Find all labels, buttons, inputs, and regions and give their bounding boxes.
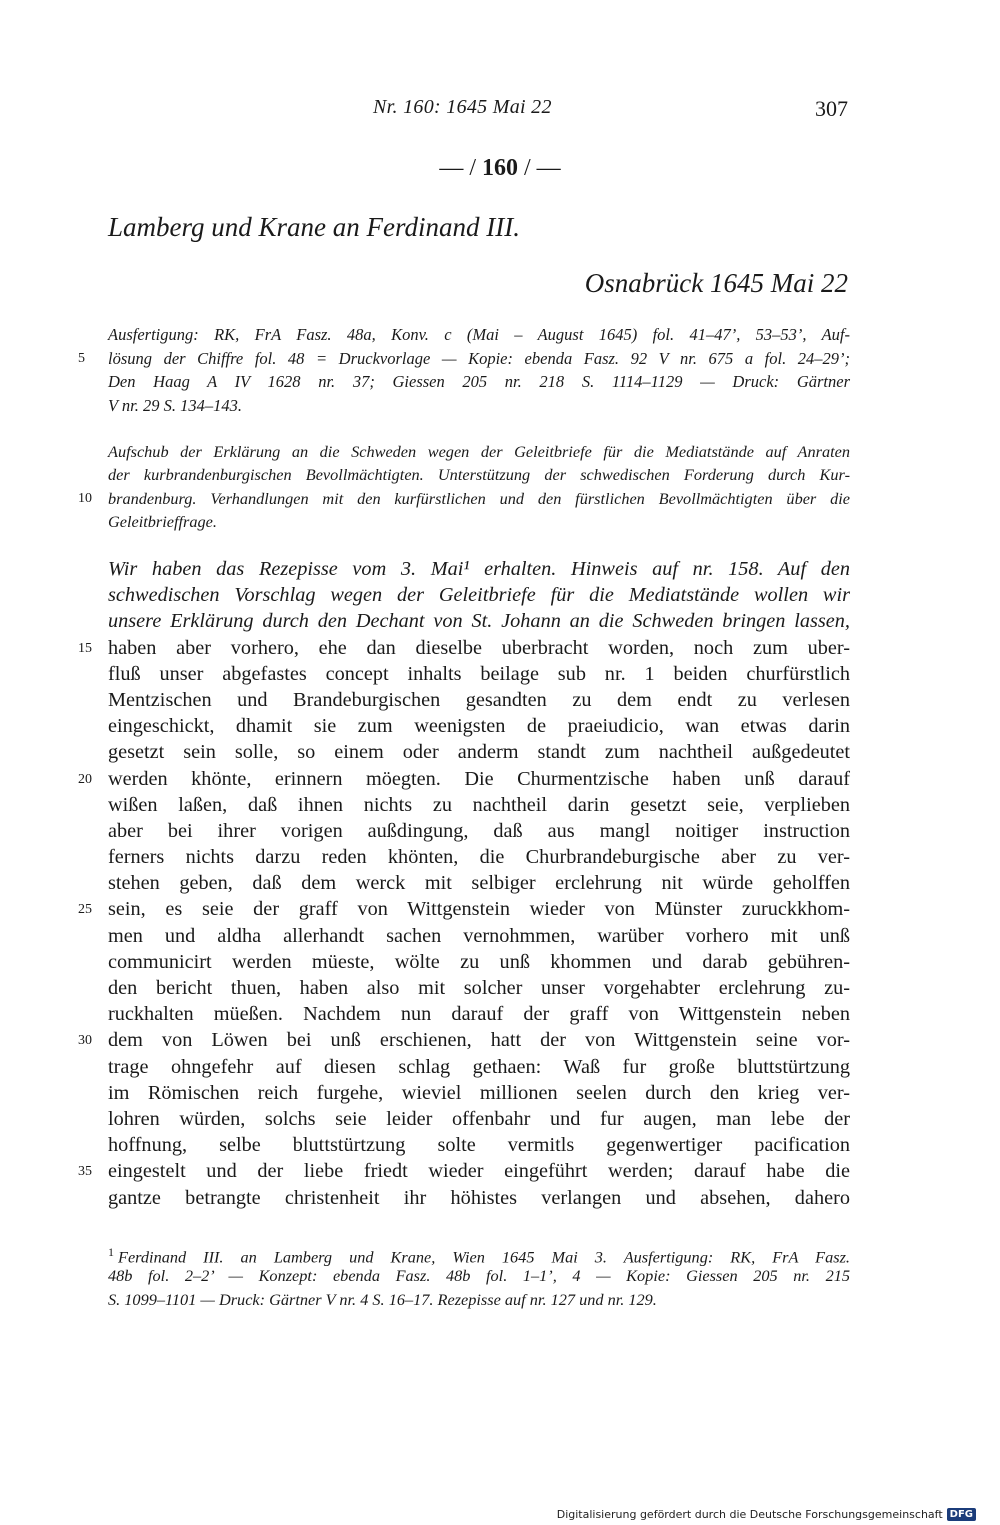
body-line: gesetzt sein solle, so einem oder anderm standt zum nachtheil außgedeutet	[108, 741, 850, 764]
line-number: 35	[78, 1164, 92, 1180]
sources-line: V nr. 29 S. 134–143.	[108, 395, 242, 415]
line-number: 15	[78, 640, 92, 656]
body-line-25	[78, 896, 850, 922]
funding-credit	[557, 1508, 976, 1521]
body-line-text: sein, es seie der graff von Wittgenstein wieder von Münster zuruckkhom-	[108, 898, 850, 921]
document-number-dash-right: / —	[524, 155, 561, 181]
body-line: hoffnung, selbe bluttstürtzung solte vermitls gegenwertiger pacification	[108, 1134, 850, 1157]
line-number: 30	[78, 1033, 92, 1049]
sources-line: Den Haag A IV 1628 nr. 37; Giessen 205 nr. 218 S. 1114–1129 — Druck: Gärtner	[108, 372, 850, 391]
footnote-mark: 1	[108, 1245, 114, 1259]
body-line: eingeschickt, dhamit sie zum weenigsten de praeiudicio, wan etwas darin	[108, 715, 850, 738]
body-line-30	[78, 1027, 850, 1053]
body-line: Wir haben das Rezepisse vom 3. Mai¹ erhalten. Hinweis auf nr. 158. Auf den	[108, 558, 850, 580]
body-line: ferners nichts darzu reden khönten, die Churbrandeburgische aber zu ver-	[108, 846, 850, 869]
sources-line: Ausfertigung: RK, FrA Fasz. 48a, Konv. c (Mai – August 1645) fol. 41–47’, 53–53’, Auf-	[108, 325, 850, 344]
footnote-line	[108, 1241, 850, 1267]
line-number: 5	[78, 350, 85, 366]
dfg-logo-icon: DFG	[947, 1508, 976, 1521]
body-line: trage ohngefehr auf diesen schlag gethaen: Waß fur große bluttstürtzung	[108, 1055, 850, 1078]
document-title: Lamberg und Krane an Ferdinand III.	[108, 212, 520, 242]
body-line-20	[78, 766, 850, 792]
summary-line: Geleitbrieffrage.	[108, 512, 217, 532]
funding-credit-text: Digitalisierung gefördert durch die Deutsche Forschungsgemeinschaft	[556, 1508, 943, 1521]
line-number: 20	[78, 771, 92, 787]
document-number	[0, 155, 1000, 182]
summary-line-10	[78, 487, 850, 510]
summary-line: der kurbrandenburgischen Bevollmächtigten. Unterstützung der schwedischen Forderung durch Kur-	[108, 465, 850, 485]
body-line: im Römischen reich furgehe, wieviel millionen seelen durch den krieg ver-	[108, 1081, 850, 1104]
summary-line-text: brandenburg. Verhandlungen mit den kurfürstlichen und den fürstlichen Bevollmächtigten über die	[108, 488, 850, 508]
main-text	[78, 556, 850, 1211]
body-line: lohren würden, solchs seie leider offenbahr und fur augen, man lebe der	[108, 1107, 850, 1130]
body-line: ruckhalten müeßen. Nachdem nun darauf der graff von Wittgenstein neben	[108, 1003, 850, 1026]
document-number-dash-left: — /	[439, 155, 476, 181]
document-number-value: 160	[482, 155, 518, 181]
body-line: den bericht thuen, haben also mit solcher unser vorgehabter erclehrung zu-	[108, 977, 850, 999]
body-line-text: dem von Löwen bei unß erschienen, hatt der von Wittgenstein seine vor-	[108, 1029, 850, 1052]
body-line: gantze betrangte christenheit ihr höhistes verlangen und absehen, dahero	[108, 1186, 850, 1209]
body-line-35	[78, 1158, 850, 1184]
footnote-line: S. 1099–1101 — Druck: Gärtner V nr. 4 S. 16–17. Rezepisse auf nr. 127 und nr. 129.	[108, 1289, 657, 1309]
body-line: men und aldha allerhandt sachen vernohmmen, warüber vorhero mit unß	[108, 924, 850, 947]
sources-line-text: lösung der Chiffre fol. 48 = Druckvorlage — Kopie: ebenda Fasz. 92 V nr. 675 a fol. 24–29’;	[108, 348, 850, 368]
body-line: wißen laßen, daß ihnen nichts zu nachtheil darin gesetzt seie, verplieben	[108, 793, 850, 816]
line-number: 10	[78, 490, 92, 506]
sources-line-5	[78, 347, 850, 371]
body-line: Mentzischen und Brandeburgischen gesandten zu dem endt zu verlesen	[108, 688, 850, 711]
footnote-line-text: Ferdinand III. an Lamberg und Krane, Wien 1645 Mai 3. Ausfertigung: RK, FrA Fasz.	[118, 1247, 850, 1267]
footnote-line: 48b fol. 2–2’ — Konzept: ebenda Fasz. 48b fol. 1–1’, 4 — Kopie: Giessen 205 nr. 215	[108, 1266, 850, 1286]
body-line: fluß unser abgefastes concept inhalts beilage sub nr. 1 beiden churfürstlich	[108, 662, 850, 685]
line-number: 25	[78, 902, 92, 918]
footnote	[108, 1241, 850, 1311]
regest-summary	[78, 440, 850, 534]
body-line: schwedischen Vorschlag wegen der Geleitbriefe für die Mediatstände wollen wir	[108, 584, 850, 607]
body-line-15	[78, 635, 850, 661]
document-place-date: Osnabrück 1645 Mai 22	[584, 268, 848, 298]
sources-apparatus	[78, 323, 850, 417]
body-line: communicirt werden müeste, wölte zu unß khommen und darab gebühren-	[108, 950, 850, 973]
summary-line: Aufschub der Erklärung an die Schweden wegen der Geleitbriefe für die Mediatstände auf Anraten	[108, 442, 850, 461]
body-line-text: haben aber vorhero, ehe dan dieselbe uberbracht worden, noch zum uber-	[108, 636, 850, 659]
running-head: Nr. 160: 1645 Mai 22	[373, 96, 552, 118]
body-line: stehen geben, daß dem werck mit selbiger erclehrung nit würde geholffen	[108, 872, 850, 895]
page-number: 307	[815, 96, 848, 121]
body-line: aber bei ihrer vorigen außdingung, daß aus mangl noitiger instruction	[108, 819, 850, 842]
body-line-text: eingestelt und der liebe friedt wieder eingeführt werden; darauf habe die	[108, 1160, 850, 1183]
body-line-text: werden khönte, erinnern möegten. Die Churmentzische haben unß darauf	[108, 767, 850, 790]
body-line: unsere Erklärung durch den Dechant von St. Johann an die Schweden bringen lassen,	[108, 610, 850, 633]
